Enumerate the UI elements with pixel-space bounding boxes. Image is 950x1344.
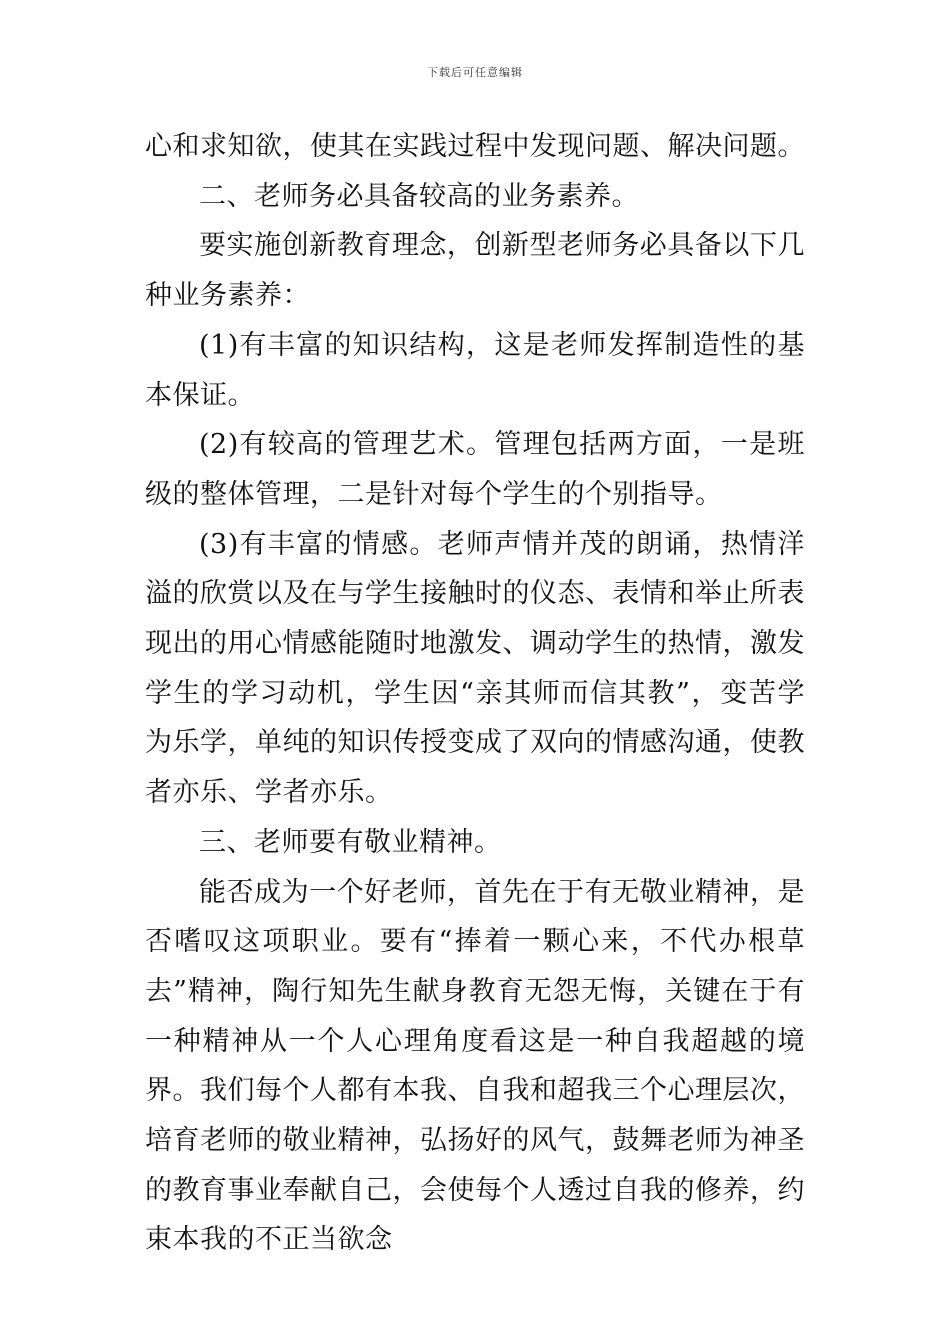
paragraph: 要实施创新教育理念，创新型老师务必具备以下几种业务素养： xyxy=(145,230,805,312)
page-header: 下载后可任意编辑 xyxy=(427,66,523,79)
paragraph: 能否成为一个好老师，首先在于有无敬业精神，是否嗜叹这项职业。要有“捧着一颗心来，不代办根草去”精神，陶行知先生献身教育无怨无悔，关键在于有一种精神从一个人心理角度看这是一种自我超越的境界。我们每个人都有本我、自我和超我三个心理层次，培育老师的敬业精神，弘扬好的风气，鼓舞老师为神圣的教育事业奉献自己，会使每个人透过自我的修养，约束本我的不正当欲念 xyxy=(145,876,805,1256)
list-item: (1)有丰富的知识结构，这是老师发挥制造性的基本保证。 xyxy=(145,329,805,411)
section-heading: 二、老师务必具备较高的业务素养。 xyxy=(199,180,639,212)
list-item: (3)有丰富的情感。老师声情并茂的朗诵，热情洋溢的欣赏以及在与学生接触时的仪态、表情和举止所表现出的用心情感能随时地激发、调动学生的热情，激发学生的学习动机，学生因“亲其师而信其教”，变苦学为乐学，单纯的知识传授变成了双向的情感沟通，使教者亦乐、学者亦乐。 xyxy=(145,528,805,809)
document-body xyxy=(145,122,805,1265)
paragraph: 心和求知欲，使其在实践过程中发现问题、解决问题。 xyxy=(145,131,805,162)
list-item: (2)有较高的管理艺术。管理包括两方面，一是班级的整体管理，二是针对每个学生的个别指导。 xyxy=(145,429,805,510)
section-heading: 三、老师要有敬业精神。 xyxy=(199,826,502,858)
